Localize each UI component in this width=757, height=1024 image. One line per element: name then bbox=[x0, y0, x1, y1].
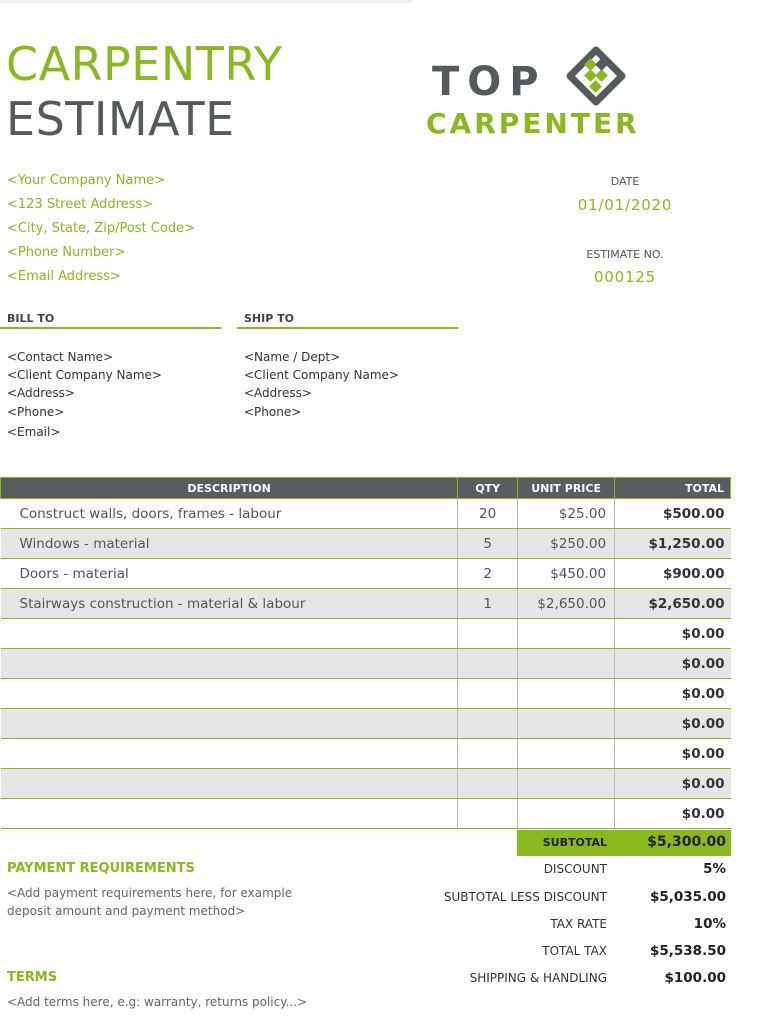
company-phone: <Phone Number> bbox=[7, 245, 126, 260]
company-city: <City, State, Zip/Post Code> bbox=[7, 221, 195, 236]
bill-to-email: <Email> bbox=[7, 425, 61, 439]
row-qty bbox=[458, 619, 518, 649]
row-qty bbox=[458, 739, 518, 769]
row-description bbox=[1, 619, 458, 649]
row-description: Doors - material bbox=[1, 559, 458, 589]
row-qty: 2 bbox=[458, 559, 518, 589]
row-total: $500.00 bbox=[615, 499, 731, 529]
ship-to-divider bbox=[237, 327, 458, 329]
table-row bbox=[1, 739, 731, 769]
row-unit-price: $250.00 bbox=[518, 529, 615, 559]
row-unit-price bbox=[518, 679, 615, 709]
row-unit-price bbox=[518, 709, 615, 739]
table-row bbox=[1, 709, 731, 739]
house-diamond-icon bbox=[564, 44, 628, 108]
row-unit-price bbox=[518, 769, 615, 799]
subtotal-value: $5,300.00 bbox=[647, 834, 726, 850]
row-unit-price bbox=[518, 649, 615, 679]
terms-heading: TERMS bbox=[7, 970, 58, 985]
discount-value: 5% bbox=[703, 861, 726, 877]
row-qty bbox=[458, 799, 518, 829]
bill-to-company: <Client Company Name> bbox=[7, 368, 162, 382]
row-description bbox=[1, 679, 458, 709]
row-description: Stairways construction - material & labour bbox=[1, 589, 458, 619]
discount-label: DISCOUNT bbox=[543, 862, 607, 876]
table-row bbox=[1, 499, 731, 529]
less-discount-value: $5,035.00 bbox=[649, 889, 726, 905]
table-row bbox=[1, 589, 731, 619]
row-qty bbox=[458, 679, 518, 709]
payment-text: <Add payment requirements here, for example deposit amount and payment method> bbox=[7, 886, 293, 918]
payment-heading: PAYMENT REQUIREMENTS bbox=[7, 861, 195, 876]
title-line2: ESTIMATE bbox=[6, 92, 235, 146]
company-street: <123 Street Address> bbox=[7, 197, 154, 212]
bill-to-contact: <Contact Name> bbox=[7, 350, 114, 364]
row-description bbox=[1, 799, 458, 829]
table-row bbox=[1, 529, 731, 559]
row-total: $0.00 bbox=[615, 739, 731, 769]
company-logo bbox=[424, 42, 664, 142]
bill-to-address: <Address> bbox=[7, 386, 75, 400]
bill-to-phone: <Phone> bbox=[7, 405, 65, 419]
row-total: $1,250.00 bbox=[615, 529, 731, 559]
header-description: DESCRIPTION bbox=[1, 478, 458, 499]
company-name: <Your Company Name> bbox=[7, 173, 165, 188]
estimate-value: 000125 bbox=[593, 268, 657, 286]
row-total: $0.00 bbox=[615, 709, 731, 739]
row-total: $2,650.00 bbox=[615, 589, 731, 619]
total-tax-value: $5,538.50 bbox=[649, 943, 726, 959]
subtotal-label: SUBTOTAL bbox=[542, 836, 607, 849]
row-total: $0.00 bbox=[615, 769, 731, 799]
row-unit-price: $450.00 bbox=[518, 559, 615, 589]
ship-to-heading: SHIP TO bbox=[244, 312, 294, 325]
header-total: TOTAL bbox=[615, 478, 731, 499]
items-table bbox=[0, 477, 731, 829]
date-value: 01/01/2020 bbox=[577, 196, 673, 214]
row-total: $0.00 bbox=[615, 619, 731, 649]
total-tax-label: TOTAL TAX bbox=[542, 944, 607, 958]
estimate-label: ESTIMATE NO. bbox=[586, 248, 664, 261]
row-description: Windows - material bbox=[1, 529, 458, 559]
top-strip bbox=[0, 0, 412, 3]
date-label: DATE bbox=[610, 175, 640, 188]
logo-text-bottom: CARPENTER bbox=[426, 107, 640, 140]
row-description bbox=[1, 769, 458, 799]
row-qty bbox=[458, 769, 518, 799]
title-line1: CARPENTRY bbox=[6, 37, 283, 91]
ship-to-name: <Name / Dept> bbox=[244, 350, 341, 364]
ship-to-phone: <Phone> bbox=[244, 405, 302, 419]
row-total: $0.00 bbox=[615, 679, 731, 709]
row-description bbox=[1, 709, 458, 739]
bill-to-divider bbox=[0, 327, 221, 329]
table-row bbox=[1, 799, 731, 829]
row-qty bbox=[458, 709, 518, 739]
header-unit-price: UNIT PRICE bbox=[518, 478, 615, 499]
table-row bbox=[1, 559, 731, 589]
ship-to-address: <Address> bbox=[244, 386, 312, 400]
row-unit-price bbox=[518, 619, 615, 649]
table-header-row bbox=[1, 478, 731, 499]
row-qty: 1 bbox=[458, 589, 518, 619]
row-qty: 20 bbox=[458, 499, 518, 529]
row-qty: 5 bbox=[458, 529, 518, 559]
row-description bbox=[1, 739, 458, 769]
logo-text-top: TOP bbox=[432, 59, 547, 105]
table-row bbox=[1, 769, 731, 799]
row-unit-price bbox=[518, 799, 615, 829]
tax-rate-label: TAX RATE bbox=[550, 917, 607, 931]
shipping-label: SHIPPING & HANDLING bbox=[469, 971, 607, 985]
row-total: $0.00 bbox=[615, 649, 731, 679]
header-qty: QTY bbox=[458, 478, 518, 499]
row-unit-price bbox=[518, 739, 615, 769]
table-row bbox=[1, 649, 731, 679]
terms-text: <Add terms here, e.g: warranty, returns policy...> bbox=[7, 995, 308, 1009]
row-total: $900.00 bbox=[615, 559, 731, 589]
row-unit-price: $2,650.00 bbox=[518, 589, 615, 619]
table-row bbox=[1, 619, 731, 649]
row-description bbox=[1, 649, 458, 679]
row-total: $0.00 bbox=[615, 799, 731, 829]
table-row bbox=[1, 679, 731, 709]
row-unit-price: $25.00 bbox=[518, 499, 615, 529]
ship-to-company: <Client Company Name> bbox=[244, 368, 399, 382]
bill-to-heading: BILL TO bbox=[7, 312, 55, 325]
tax-rate-value: 10% bbox=[693, 916, 726, 932]
company-email: <Email Address> bbox=[7, 269, 121, 284]
less-discount-label: SUBTOTAL LESS DISCOUNT bbox=[443, 890, 607, 904]
row-description: Construct walls, doors, frames - labour bbox=[1, 499, 458, 529]
shipping-value: $100.00 bbox=[664, 970, 726, 986]
row-qty bbox=[458, 649, 518, 679]
